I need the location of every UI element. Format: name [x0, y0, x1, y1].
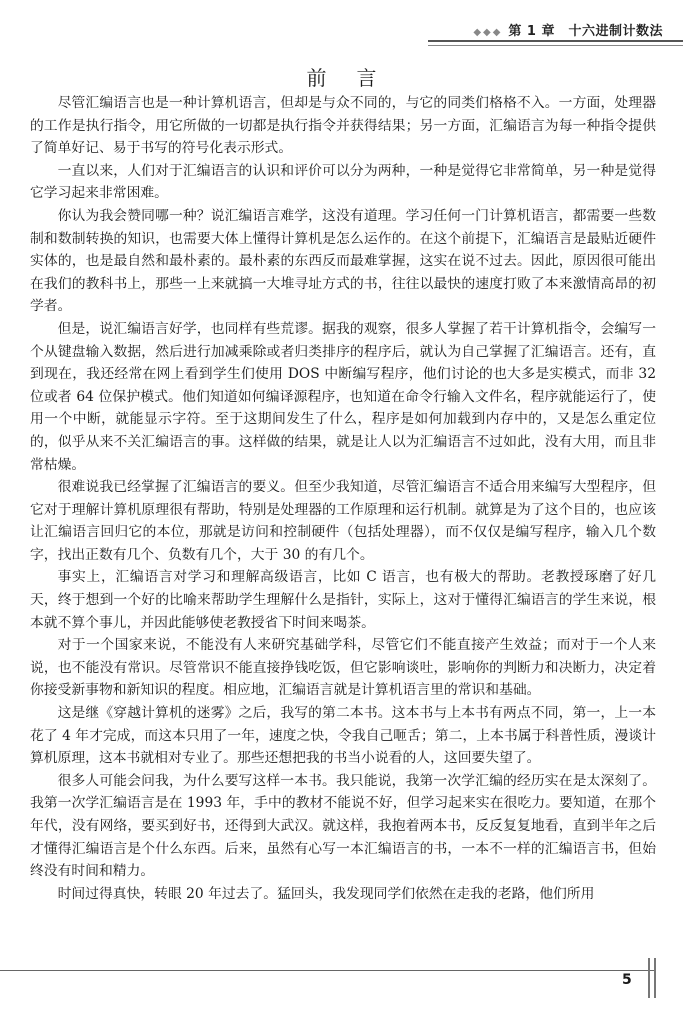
header-rule-thin — [428, 45, 683, 46]
chapter-header — [473, 20, 663, 39]
chapter-title: 第 1 章 十六进制计数法 — [508, 24, 663, 39]
paragraph-10: 时间过得真快，转眼 20 年过去了。猛回头，我发现同学们依然在走我的老路，他们所用 — [57, 885, 595, 902]
paragraph-7: 对于一个国家来说，不能没有人来研究基础学科，尽管它们不能直接产生效益；而对于一个人来说，也不能没有常识。尽管常识不能直接挣钱吃饭，但它影响谈吐，影响你的判断力和决断力，决定着你接受新事物和新知识的程度。相应地，汇编语言就是计算机语言里的常识和基础。 — [30, 637, 656, 699]
diamond-ornament-icon: ◆◆◆ — [473, 27, 503, 38]
page-number: 5 — [622, 972, 632, 988]
paragraph-2: 一直以来，人们对于汇编语言的认识和评价可以分为两种，一种是觉得它非常简单，另一种是觉得它学习起来非常困难。 — [30, 162, 656, 202]
paragraph-3: 你认为我会赞同哪一种？说汇编语言难学，这没有道理。学习任何一门计算机语言，都需要一些数制和数制转换的知识，也需要大体上懂得计算机是怎么运作的。在这个前提下，汇编语言是最贴近硬件实体的，也是最自然和最朴素的。最朴素的东西反而最难掌握，这实在说不过去。因此，原因很可能出在我们的教科书上，那些一上来就搞一大堆寻址方式的书，往往以最快的速度打败了本来激情高昂的初学者。 — [30, 207, 656, 315]
body-text — [30, 92, 656, 905]
paragraph-8: 这是继《穿越计算机的迷雾》之后，我写的第二本书。这本书与上本书有两点不同，第一，上一本花了 4 年才完成，而这本只用了一年，速度之快，令我自己咂舌；第二，上本书属于科普性质，漫谈计算机原理，这本书就相对专业了。那些还想把我的书当小说看的人，这回要失望了。 — [30, 705, 656, 767]
paragraph-1: 尽管汇编语言也是一种计算机语言，但却是与众不同的，与它的同类们格格不入。一方面，处理器的工作是执行指令，用它所做的一切都是执行指令并获得结果；另一方面，汇编语言为每一种指令提供了简单好记、易于书写的符号化表示形式。 — [30, 95, 656, 157]
paragraph-6: 事实上，汇编语言对学习和理解高级语言，比如 C 语言，也有极大的帮助。老教授琢磨了好几天，终于想到一个好的比喻来帮助学生理解什么是指针，实际上，这对于懂得汇编语言的学生来说，根本就不算个事儿，并因此能够使老教授省下时间来喝茶。 — [30, 569, 656, 631]
paragraph-9: 很多人可能会问我，为什么要写这样一本书。我只能说，我第一次学汇编的经历实在是太深刻了。我第一次学汇编语言是在 1993 年，手中的教材不能说不好，但学习起来实在很吃力。要知道，在那个年代，没有网络，要买到好书，还得到大武汉。就这样，我抱着两本书，反反复复地看，直到半年之后才懂得汇编语言是个什么东西。后来，虽然有心写一本汇编语言的书，一本不一样的汇编语言书，但始终没有时间和精力。 — [30, 772, 656, 880]
paragraph-4: 但是，说汇编语言好学，也同样有些荒谬。据我的观察，很多人掌握了若干计算机指令，会编写一个从键盘输入数据，然后进行加减乘除或者归类排序的程序后，就认为自己掌握了汇编语言。还有，直到现在，我还经常在网上看到学生们使用 DOS 中断编写程序，他们讨论的也大多是实模式，而非 32 位或者 64 位保护模式。他们知道如何编译源程序，也知道在命令行输入文件名，程序就能运行了，使用一个中断，就能显示字符。至于这期间发生了什么，程序是如何加载到内存中的，又是怎么重定位的，似乎从来不关汇编语言的事。这样做的结果，就是让人以为汇编语言不过如此，没有大用，而且非常枯燥。 — [30, 320, 656, 473]
footer-bar-right — [654, 958, 656, 998]
running-header — [0, 0, 683, 48]
footer-rule — [0, 970, 655, 971]
page-title: 前言 — [306, 66, 407, 90]
header-rule-thick — [428, 40, 683, 42]
paragraph-5: 很难说我已经掌握了汇编语言的要义。但至少我知道，尽管汇编语言不适合用来编写大型程序，但它对于理解计算机原理很有帮助，特别是处理器的工作原理和运行机制。就算是为了这个目的，也应该让汇编语言回归它的本位，那就是访问和控制硬件（包括处理器），而不仅仅是编写程序，输入几个数字，找出正数有几个、负数有几个，大于 30 的有几个。 — [30, 479, 656, 563]
footer-bar-left — [648, 958, 650, 998]
